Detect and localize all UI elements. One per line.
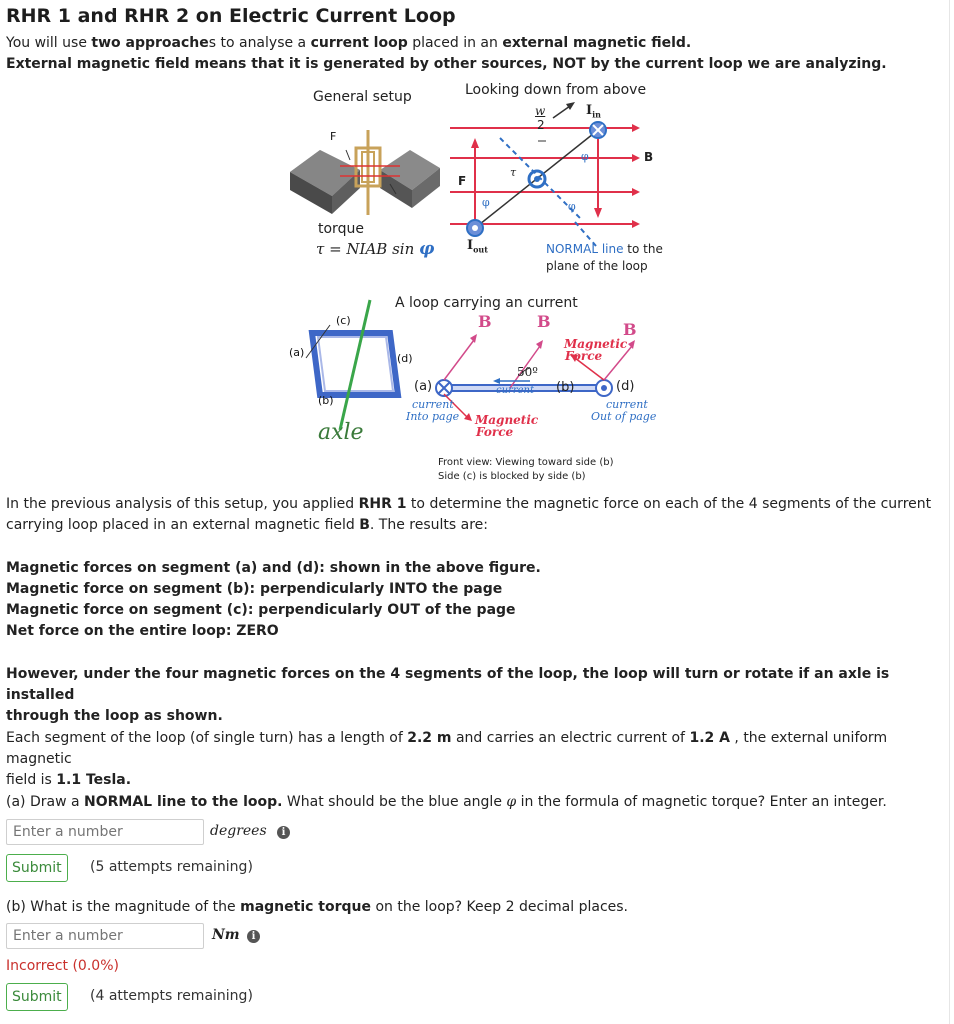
current-label-mid: current <box>496 385 534 396</box>
angle-label: 50º <box>517 365 538 379</box>
previous-bold: B <box>359 517 370 533</box>
question-a-text <box>6 792 936 813</box>
intro-bold: External magnetic field means that it is generated by other sources, NOT by the current loop we are analyzing. <box>6 56 887 72</box>
i-in-sub: in <box>592 109 601 120</box>
phi-label-top: φ <box>581 150 589 163</box>
given-length: 2.2 m <box>407 730 452 746</box>
question-b-text <box>6 897 936 918</box>
given-text: field is <box>6 772 57 788</box>
loop-current-label: A loop carrying an current <box>395 295 578 311</box>
formula-text: τ = NIAB sin <box>316 240 415 258</box>
front-view-caption-1: Front view: Viewing toward side (b) <box>438 457 614 468</box>
out-of-page-label: Out of page <box>591 410 657 423</box>
i-out-main: I <box>467 238 474 253</box>
top-view-diagram <box>450 102 640 246</box>
given-text: , the external uniform magnetic <box>6 730 888 767</box>
previous-text: to determine the magnetic force on each of the 4 segments of the current <box>406 496 932 512</box>
status-incorrect: Incorrect (0.0%) <box>6 958 119 974</box>
current-out-text: current <box>606 398 648 411</box>
front-view-caption-2: Side (c) is blocked by side (b) <box>438 471 586 482</box>
plane-label: plane of the loop <box>546 259 648 273</box>
current-out-label <box>467 238 488 255</box>
previous-text: In the previous analysis of this setup, you applied <box>6 496 359 512</box>
axle-label: axle <box>318 420 364 445</box>
nm-unit: Nm <box>212 927 240 943</box>
torque-formula <box>316 239 434 259</box>
magnetic-force-label-left: Magnetic <box>475 413 539 427</box>
given-text: and carries an electric current of <box>451 730 690 746</box>
qa-text: (a) Draw a <box>6 794 84 810</box>
segment-b-label: (b) <box>556 380 575 395</box>
degrees-unit: degrees <box>210 823 267 839</box>
however-line: through the loop as shown. <box>6 708 223 724</box>
i-in-main: I <box>586 103 593 118</box>
into-page-label: Into page <box>406 410 460 423</box>
given-field: 1.1 Tesla. <box>56 772 132 788</box>
b-label-1: B <box>478 312 492 331</box>
intro-bold: current loop <box>310 35 408 51</box>
however-paragraph <box>6 664 936 727</box>
magnetic-force-label-right: Magnetic <box>564 337 628 351</box>
result-item: Magnetic force on segment (b): perpendicularly INTO the page <box>6 581 503 597</box>
general-setup-label: General setup <box>313 89 412 105</box>
intro-text: s to analyse a <box>208 35 311 51</box>
w-label: w <box>535 104 546 118</box>
submit-b-button[interactable]: Submit <box>6 983 68 1011</box>
normal-line-text: NORMAL line <box>546 242 624 256</box>
force-label-right: Force <box>565 349 603 363</box>
given-current: 1.2 A <box>689 730 730 746</box>
page-title: RHR 1 and RHR 2 on Electric Current Loop <box>6 5 456 27</box>
loop-3d-diagram <box>306 300 398 430</box>
current-in-label <box>586 103 601 120</box>
segment-d-label-3d: (d) <box>397 352 413 365</box>
attempts-a: (5 attempts remaining) <box>90 859 253 875</box>
intro-text: You will use <box>6 35 92 51</box>
b-label-3: B <box>623 320 637 339</box>
b-label-2: B <box>537 312 551 331</box>
results-list <box>6 558 936 642</box>
qa-text: in the formula of magnetic torque? Enter an integer. <box>516 794 887 810</box>
qa-phi: φ <box>506 794 517 810</box>
magnet-setup-diagram <box>290 130 440 215</box>
attempts-b: (4 attempts remaining) <box>90 988 253 1004</box>
segment-d-label: (d) <box>616 379 635 394</box>
previous-text: carrying loop placed in an external magnetic field <box>6 517 360 533</box>
phi-label-right: φ <box>568 200 576 213</box>
previous-analysis-paragraph <box>6 494 936 536</box>
i-out-sub: out <box>473 244 488 255</box>
previous-text: . The results are: <box>369 517 489 533</box>
phi-label-left: φ <box>482 196 490 209</box>
looking-down-label: Looking down from above <box>465 82 647 98</box>
answer-b-input[interactable] <box>6 923 204 949</box>
torque-label: torque <box>318 221 364 237</box>
submit-a-button[interactable]: Submit <box>6 854 68 882</box>
formula-phi: φ <box>419 239 435 259</box>
qb-text: on the loop? Keep 2 decimal places. <box>371 899 629 915</box>
intro-bold: external magnetic field. <box>502 35 692 51</box>
normal-line-rest: to the <box>623 242 663 256</box>
previous-bold: RHR 1 <box>358 496 407 512</box>
result-item: Magnetic forces on segment (a) and (d): shown in the above figure. <box>6 560 541 576</box>
force-label-left: Force <box>476 425 514 439</box>
result-item: Net force on the entire loop: ZERO <box>6 623 279 639</box>
qb-text: (b) What is the magnitude of the <box>6 899 241 915</box>
qb-bold: magnetic torque <box>240 899 371 915</box>
qa-text: What should be the blue angle <box>282 794 507 810</box>
b-field-label: B <box>644 150 654 164</box>
given-values-paragraph <box>6 728 936 791</box>
segment-b-label-3d: (b) <box>318 394 334 407</box>
result-item: Magnetic force on segment (c): perpendicularly OUT of the page <box>6 602 516 618</box>
force-label: F <box>458 174 467 188</box>
however-line: However, under the four magnetic forces on the 4 segments of the loop, the loop will turn or rotate if an axle is installed <box>6 666 890 703</box>
segment-a-label: (a) <box>414 379 433 394</box>
normal-line-label <box>546 242 663 256</box>
intro-text: placed in an <box>407 35 503 51</box>
intro-bold: two approache <box>91 35 209 51</box>
segment-c-label: (c) <box>336 314 351 327</box>
force-label-top: F <box>330 130 337 143</box>
qa-bold: NORMAL line to the loop. <box>84 794 283 810</box>
current-into-label: current <box>412 398 454 411</box>
info-icon[interactable]: i <box>277 826 290 839</box>
given-text: Each segment of the loop (of single turn) has a length of <box>6 730 408 746</box>
segment-a-label-3d: (a) <box>289 346 305 359</box>
info-icon[interactable]: i <box>247 930 260 943</box>
tau-label: τ <box>510 166 517 179</box>
answer-a-input[interactable] <box>6 819 204 845</box>
two-label: 2 <box>537 118 545 132</box>
